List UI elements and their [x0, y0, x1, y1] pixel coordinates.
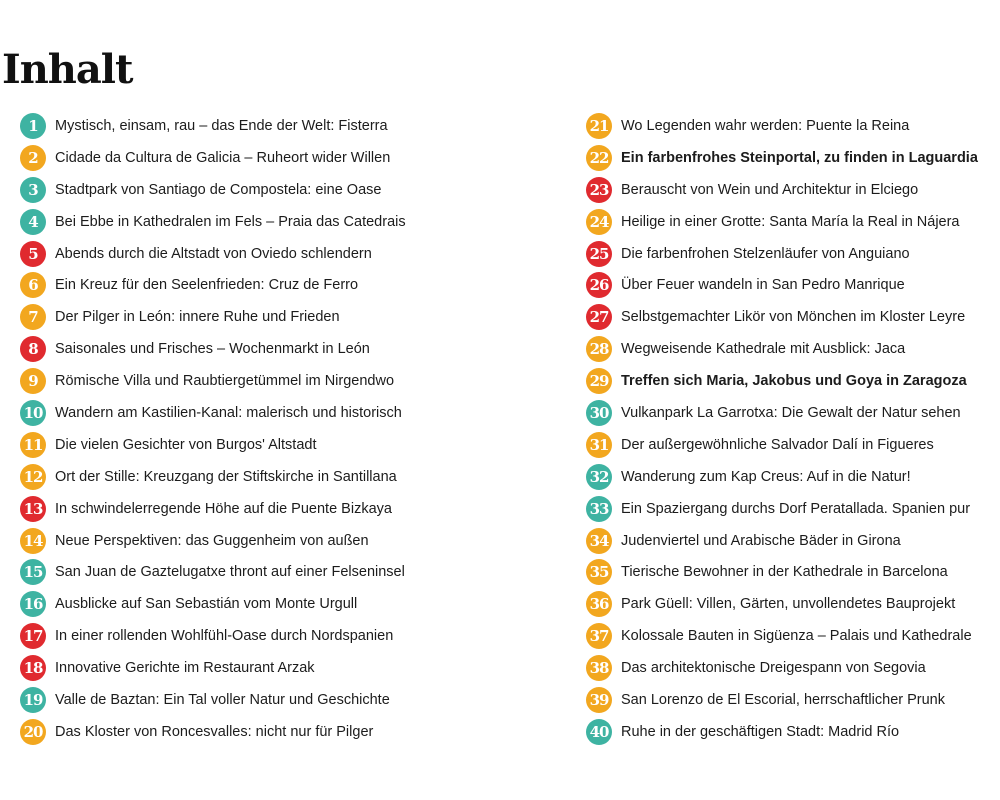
- number-badge: 29: [586, 368, 612, 394]
- toc-entry-title: Abends durch die Altstadt von Oviedo schlendern: [55, 245, 372, 262]
- toc-entry-title: Das architektonische Dreigespann von Segovia: [621, 660, 926, 677]
- toc-entry[interactable]: [586, 716, 1000, 748]
- toc-entry-title: Wanderung zum Kap Creus: Auf in die Natur!: [621, 468, 911, 485]
- toc-entry[interactable]: [586, 238, 1000, 270]
- number-badge: 16: [20, 591, 46, 617]
- toc-entry[interactable]: [20, 429, 565, 461]
- number-badge: 21: [586, 113, 612, 139]
- toc-entry[interactable]: [20, 238, 565, 270]
- toc-entry-title: Der außergewöhnliche Salvador Dalí in Figueres: [621, 436, 934, 453]
- toc-entry[interactable]: [586, 174, 1000, 206]
- toc-entry-title: Der Pilger in León: innere Ruhe und Frieden: [55, 309, 340, 326]
- toc-entry[interactable]: [586, 365, 1000, 397]
- toc-entry-title: Selbstgemachter Likör von Mönchen im Kloster Leyre: [621, 309, 966, 326]
- toc-entry[interactable]: [20, 716, 565, 748]
- toc-entry[interactable]: [586, 301, 1000, 333]
- number-badge: 9: [20, 368, 46, 394]
- toc-entry-title: Tierische Bewohner in der Kathedrale in Barcelona: [621, 564, 948, 581]
- number-badge: 7: [20, 304, 46, 330]
- number-badge: 25: [586, 241, 612, 267]
- toc-entry[interactable]: [586, 110, 1000, 142]
- toc-entry[interactable]: [586, 269, 1000, 301]
- toc-entry[interactable]: [586, 206, 1000, 238]
- number-badge: 35: [586, 559, 612, 585]
- number-badge: 1: [20, 113, 46, 139]
- toc-entry-title: In schwindelerregende Höhe auf die Puente Bizkaya: [55, 500, 392, 517]
- toc-entry[interactable]: [586, 525, 1000, 557]
- toc-entry-title: Die vielen Gesichter von Burgos' Altstadt: [55, 436, 317, 453]
- toc-entry-title: Mystisch, einsam, rau – das Ende der Welt: Fisterra: [55, 117, 388, 134]
- number-badge: 6: [20, 272, 46, 298]
- number-badge: 38: [586, 655, 612, 681]
- toc-entry[interactable]: [586, 461, 1000, 493]
- toc-entry-title: Ein Kreuz für den Seelenfrieden: Cruz de Ferro: [55, 277, 359, 294]
- number-badge: 22: [586, 145, 612, 171]
- toc-entry[interactable]: [20, 652, 565, 684]
- toc-entry-title: Park Güell: Villen, Gärten, unvollendetes Bauprojekt: [621, 596, 956, 613]
- toc-entry[interactable]: [586, 493, 1000, 525]
- number-badge: 28: [586, 336, 612, 362]
- number-badge: 17: [20, 623, 46, 649]
- toc-entry-title: Judenviertel und Arabische Bäder in Girona: [621, 532, 901, 549]
- toc-column-left: [20, 110, 565, 748]
- toc-entry-title: Das Kloster von Roncesvalles: nicht nur für Pilger: [55, 723, 374, 740]
- page-title: Inhalt: [2, 46, 133, 93]
- toc-entry-title: Ausblicke auf San Sebastián vom Monte Urgull: [55, 596, 358, 613]
- toc-entry-title: Ruhe in der geschäftigen Stadt: Madrid Río: [621, 723, 900, 740]
- toc-entry-title: San Juan de Gaztelugatxe thront auf einer Felseninsel: [55, 564, 405, 581]
- toc-entry-title: Ein Spaziergang durchs Dorf Peratallada. Spanien pur: [621, 500, 971, 517]
- toc-entry-title: Cidade da Cultura de Galicia – Ruheort wider Willen: [55, 149, 391, 166]
- toc-entry-title: Neue Perspektiven: das Guggenheim von außen: [55, 532, 369, 549]
- toc-entry[interactable]: [586, 652, 1000, 684]
- toc-entry-title: Wegweisende Kathedrale mit Ausblick: Jaca: [621, 341, 906, 358]
- toc-entry-title: Treffen sich Maria, Jakobus und Goya in Zaragoza: [621, 373, 967, 390]
- number-badge: 13: [20, 496, 46, 522]
- toc-entry-title: Wo Legenden wahr werden: Puente la Reina: [621, 117, 910, 134]
- number-badge: 33: [586, 496, 612, 522]
- toc-entry-title: Römische Villa und Raubtiergetümmel im Nirgendwo: [55, 373, 395, 390]
- toc-entry-title: Bei Ebbe in Kathedralen im Fels – Praia das Catedrais: [55, 213, 406, 230]
- toc-entry[interactable]: [20, 684, 565, 716]
- toc-entry[interactable]: [20, 525, 565, 557]
- toc-entry-title: Kolossale Bauten in Sigüenza – Palais und Kathedrale: [621, 628, 972, 645]
- toc-entry-title: Die farbenfrohen Stelzenläufer von Anguiano: [621, 245, 910, 262]
- toc-entry[interactable]: [586, 556, 1000, 588]
- number-badge: 10: [20, 400, 46, 426]
- number-badge: 23: [586, 177, 612, 203]
- toc-entry-title: Vulkanpark La Garrotxa: Die Gewalt der Natur sehen: [621, 404, 961, 421]
- number-badge: 12: [20, 464, 46, 490]
- toc-entry[interactable]: [586, 588, 1000, 620]
- number-badge: 39: [586, 687, 612, 713]
- number-badge: 14: [20, 528, 46, 554]
- number-badge: 31: [586, 432, 612, 458]
- toc-entry-title: Über Feuer wandeln in San Pedro Manrique: [621, 277, 905, 294]
- number-badge: 26: [586, 272, 612, 298]
- number-badge: 8: [20, 336, 46, 362]
- toc-entry-title: San Lorenzo de El Escorial, herrschaftlicher Prunk: [621, 691, 945, 708]
- toc-entry-title: Ort der Stille: Kreuzgang der Stiftskirche in Santillana: [55, 468, 397, 485]
- number-badge: 27: [586, 304, 612, 330]
- number-badge: 30: [586, 400, 612, 426]
- toc-entry[interactable]: [20, 461, 565, 493]
- toc-entry-title: Ein farbenfrohes Steinportal, zu finden in Laguardia: [621, 149, 978, 166]
- toc-entry[interactable]: [586, 620, 1000, 652]
- toc-entry[interactable]: [586, 333, 1000, 365]
- toc-entry-title: In einer rollenden Wohlfühl-Oase durch Nordspanien: [55, 628, 394, 645]
- toc-entry[interactable]: [20, 620, 565, 652]
- number-badge: 4: [20, 209, 46, 235]
- number-badge: 20: [20, 719, 46, 745]
- toc-entry-title: Stadtpark von Santiago de Compostela: eine Oase: [55, 181, 382, 198]
- number-badge: 5: [20, 241, 46, 267]
- toc-entry[interactable]: [20, 588, 565, 620]
- toc-entry[interactable]: [586, 429, 1000, 461]
- number-badge: 19: [20, 687, 46, 713]
- number-badge: 32: [586, 464, 612, 490]
- number-badge: 3: [20, 177, 46, 203]
- toc-entry[interactable]: [20, 556, 565, 588]
- number-badge: 11: [20, 432, 46, 458]
- toc-entry[interactable]: [586, 142, 1000, 174]
- toc-entry-title: Berauscht von Wein und Architektur in Elciego: [621, 181, 919, 198]
- toc-column-right: [586, 110, 1000, 748]
- number-badge: 15: [20, 559, 46, 585]
- toc-entry[interactable]: [20, 269, 565, 301]
- number-badge: 40: [586, 719, 612, 745]
- toc-entry[interactable]: [586, 397, 1000, 429]
- toc-entry[interactable]: [20, 142, 565, 174]
- toc-entry-title: Heilige in einer Grotte: Santa María la Real in Nájera: [621, 213, 960, 230]
- toc-entry-title: Innovative Gerichte im Restaurant Arzak: [55, 660, 315, 677]
- toc-entry[interactable]: [20, 110, 565, 142]
- number-badge: 24: [586, 209, 612, 235]
- toc-entry[interactable]: [20, 365, 565, 397]
- toc-entry[interactable]: [20, 301, 565, 333]
- number-badge: 34: [586, 528, 612, 554]
- number-badge: 37: [586, 623, 612, 649]
- number-badge: 2: [20, 145, 46, 171]
- toc-entry-title: Valle de Baztan: Ein Tal voller Natur und Geschichte: [55, 691, 390, 708]
- number-badge: 36: [586, 591, 612, 617]
- toc-entry[interactable]: [586, 684, 1000, 716]
- toc-entry[interactable]: [20, 333, 565, 365]
- toc-entry[interactable]: [20, 493, 565, 525]
- toc-entry[interactable]: [20, 397, 565, 429]
- toc-entry[interactable]: [20, 174, 565, 206]
- number-badge: 18: [20, 655, 46, 681]
- toc-entry-title: Saisonales und Frisches – Wochenmarkt in León: [55, 341, 370, 358]
- toc-entry[interactable]: [20, 206, 565, 238]
- toc-entry-title: Wandern am Kastilien-Kanal: malerisch und historisch: [55, 404, 402, 421]
